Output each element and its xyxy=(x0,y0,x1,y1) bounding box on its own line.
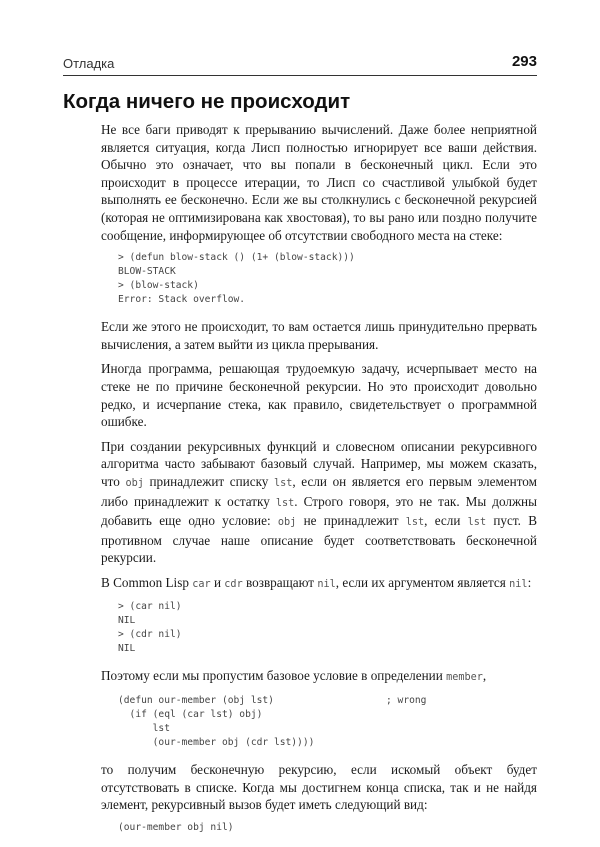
paragraph-3: Иногда программа, решающая трудоемкую задачу, исчерпывает место на стеке не по причине бесконечной рекурсии. Но это происходит довольно редко, и исчерпание стека, как правило, свидетельствует о программной ошибке. xyxy=(101,361,537,430)
page-body xyxy=(101,121,537,846)
code-block-call xyxy=(118,821,537,835)
code-line: (our-member obj nil) xyxy=(118,821,234,833)
page-number: 293 xyxy=(511,53,537,70)
code-line: NIL xyxy=(118,643,136,655)
text-run: . Строго говоря, это не так. Мы должны добавить еще одно условие: xyxy=(101,493,537,529)
text-run: Поэтому если мы пропустим базовое условие в определении xyxy=(101,668,447,684)
paragraph-1: Не все баги приводят к прерыванию вычислений. Даже более неприятной является ситуация, когда Лисп полностью игнорирует все ваши действия. Обычно это означает, что вы попали в бесконечный цикл. Если это происходит в процессе итерации, то Лисп со счастливой улыбкой будет выполнять ее бесконечно. Если же вы столкнулись с бесконечной рекурсией (которая не оптимизирована как хвостовая), то вы рано или поздно получите сообщение, информирующее об отсутствии свободного места на стеке: xyxy=(101,122,537,243)
text-run: , если он является его первым элементом либо принадлежит к остатку xyxy=(101,473,537,509)
text-run: При создании рекурсивных функций и словесном описании рекурсивного алгоритма часто забывают базовый случай. Например, мы можем сказать, что xyxy=(101,438,537,489)
code-line: BLOW-STACK xyxy=(118,266,176,278)
text-run: и xyxy=(210,574,225,590)
inline-code: lst xyxy=(275,497,295,509)
text-run: В Common Lisp xyxy=(101,574,193,590)
inline-code: member xyxy=(446,672,483,684)
text-run: , если xyxy=(424,513,468,529)
code-line: (if (eql (car lst) obj) xyxy=(118,709,263,721)
code-comment: ; wrong xyxy=(386,695,427,707)
paragraph-6 xyxy=(101,667,537,687)
code-line xyxy=(118,694,537,708)
page-title: Когда ничего не происходит xyxy=(63,90,351,113)
text-run: пуст. В противном случае наше описание будет соответствовать бесконечной рекурсии. xyxy=(101,513,537,566)
inline-code: lst xyxy=(274,477,293,489)
text-run: , если их аргументом является xyxy=(335,574,510,590)
code-block-our-member xyxy=(118,694,537,750)
inline-code: lst xyxy=(467,517,487,529)
inline-code: car xyxy=(192,578,211,590)
code-line: > (car nil) xyxy=(118,601,182,613)
code-text: (defun our-member (obj lst) xyxy=(118,695,274,707)
paragraph-4 xyxy=(101,438,537,567)
text-run: принадлежит списку xyxy=(143,473,274,489)
running-header xyxy=(63,53,537,76)
code-line: > (defun blow-stack () (1+ (blow-stack))) xyxy=(118,252,355,264)
code-line: lst xyxy=(118,723,170,735)
code-line: NIL xyxy=(118,615,136,627)
paragraph-5 xyxy=(101,574,537,594)
code-line: Error: Stack overflow. xyxy=(118,294,246,306)
inline-code: nil xyxy=(509,578,528,590)
paragraph-7: то получим бесконечную рекурсию, если искомый объект будет отсутствовать в списке. Когда мы достигнем конца списка, так и не найдя элемент, рекурсивный вызов будет иметь следующий вид: xyxy=(101,762,537,813)
inline-code: obj xyxy=(125,477,144,489)
paragraph-2: Если же этого не происходит, то вам остается лишь принудительно прервать вычисления, а затем выйти из цикла прерывания. xyxy=(101,319,537,352)
text-run: возвращают xyxy=(242,574,318,590)
code-block-car-cdr xyxy=(118,600,537,656)
inline-code: obj xyxy=(277,517,297,529)
code-line: > (blow-stack) xyxy=(118,280,199,292)
inline-code: lst xyxy=(405,517,425,529)
text-run: : xyxy=(527,574,532,590)
code-line: (our-member obj (cdr lst)))) xyxy=(118,737,315,749)
inline-code: cdr xyxy=(224,578,243,590)
text-run: не принадлежит xyxy=(296,513,406,529)
code-line: > (cdr nil) xyxy=(118,629,182,641)
code-block-blow-stack xyxy=(118,251,537,307)
section-title: Отладка xyxy=(63,56,115,71)
inline-code: nil xyxy=(317,578,336,590)
text-run: , xyxy=(482,668,487,684)
